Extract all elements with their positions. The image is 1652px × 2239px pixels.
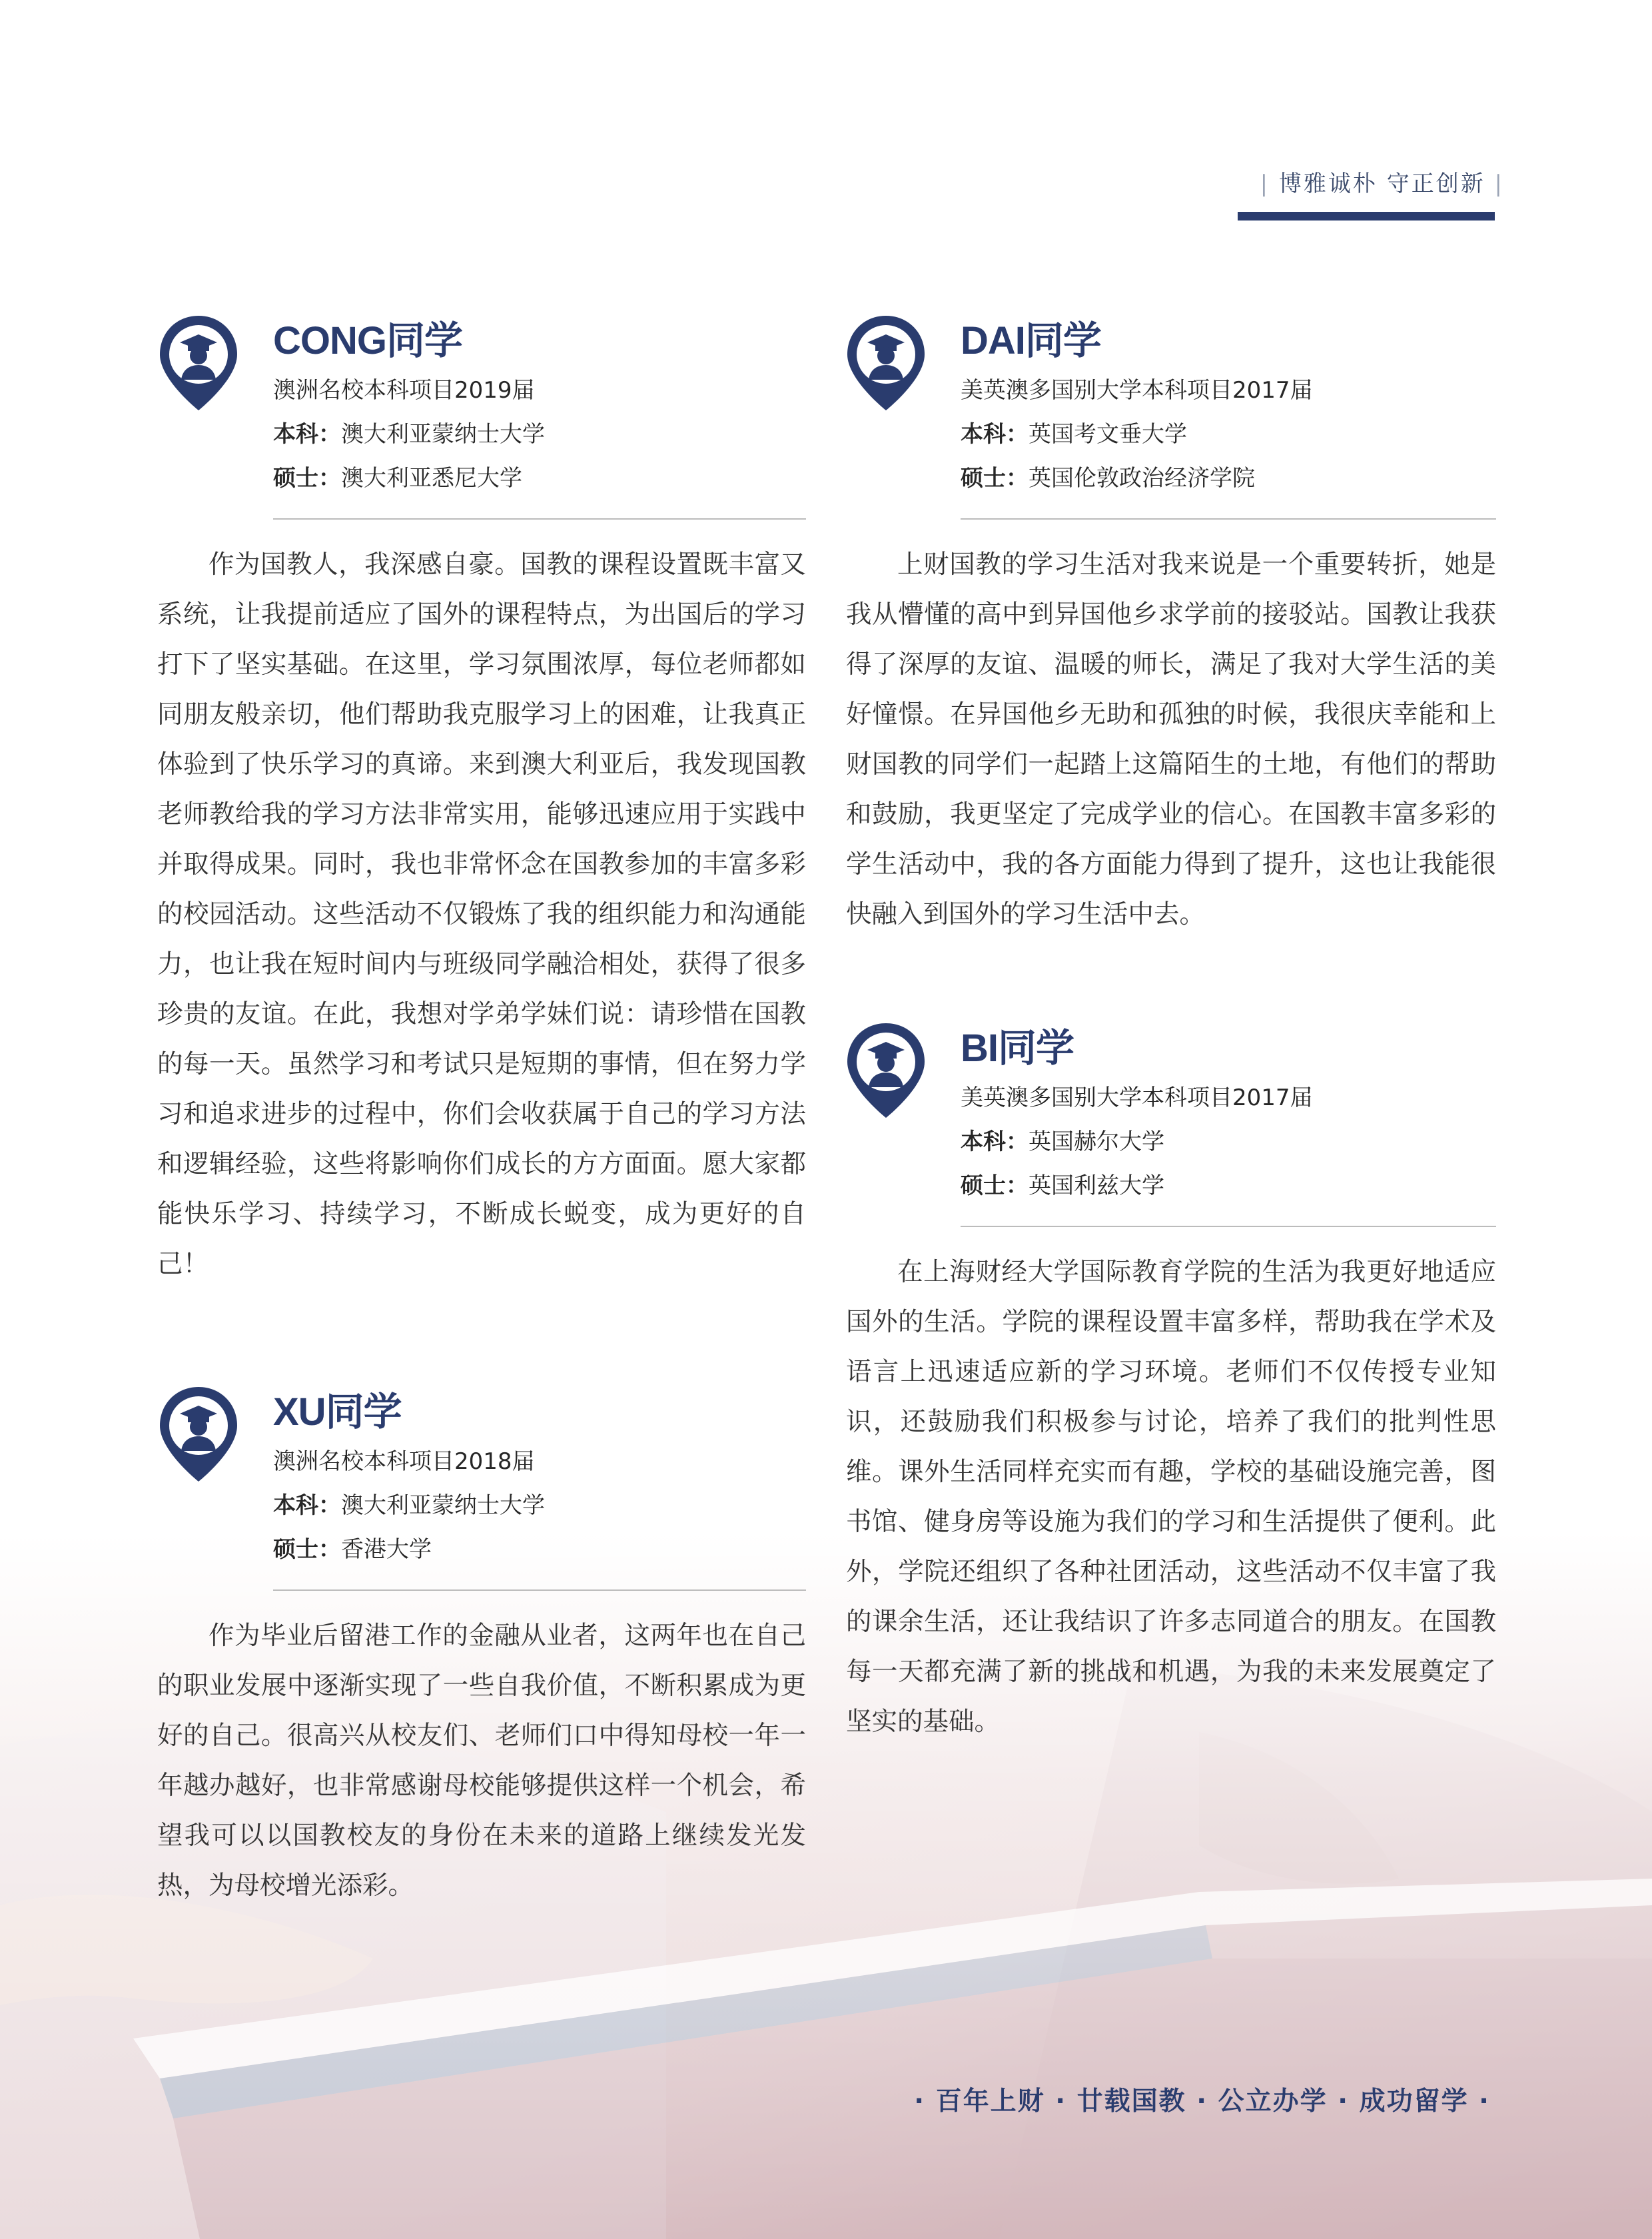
profile-name: BI同学 [961,1027,1074,1070]
testimonial-text: 在上海财经大学国际教育学院的生活为我更好地适应国外的生活。学院的课程设置丰富多样，帮助我在学术及语言上迅速适应新的学习环境。老师们不仅传授专业知识，还鼓励我们积极参与讨论，培养了我们的批判性思维。课外生活同样充实而有趣，学校的基础设施完善，图书馆、健身房等设施为我们的学习和生活提供了便利。此外，学院还组织了各种社团活动，这些活动不仅丰富了我的课余生活，还让我结识了许多志同道合的朋友。在国教每一天都充满了新的挑战和机遇，为我的未来发展奠定了坚实的基础。 [846,1257,1496,1737]
graduate-pin-icon [156,1384,241,1484]
master-school: 澳大利亚悉尼大学 [341,465,522,492]
footer-slogan: · 百年上财 · 廿载国教 · 公立办学 · 成功留学 · [914,2086,1490,2116]
undergrad-label: 本科： [273,1492,341,1519]
profile-master [273,1531,432,1564]
profile-master [961,460,1255,492]
graduate-pin-icon [843,313,929,413]
profile-program: 美英澳多国别大学本科项目2017届 [961,377,1313,404]
undergrad-label: 本科： [961,421,1029,448]
profile-name: XU同学 [273,1390,402,1434]
master-school: 英国利兹大学 [1029,1172,1164,1199]
profile-master [961,1167,1164,1200]
profile-name: DAI同学 [961,319,1101,362]
profile-program: 澳洲名校本科项目2018届 [273,1448,535,1475]
profile-master [273,460,522,492]
testimonial-text: 作为毕业后留港工作的金融从业者，这两年也在自己的职业发展中逐渐实现了一些自我价值，不断积累成为更好的自己。很高兴从校友们、老师们口中得知母校一年一年越办越好，也非常感谢母校能够提供这样一个机会，希望我可以以国教校友的身份在未来的道路上继续发光发热，为母校增光添彩。 [157,1621,806,1901]
undergrad-school: 澳大利亚蒙纳士大学 [341,421,545,448]
divider [961,1226,1496,1227]
testimonial-text: 上财国教的学习生活对我来说是一个重要转折，她是我从懵懂的高中到异国他乡求学前的接驳站。国教让我获得了深厚的友谊、温暖的师长，满足了我对大学生活的美好憧憬。在异国他乡无助和孤独的时候，我很庆幸能和上财国教的同学们一起踏上这篇陌生的土地，有他们的帮助和鼓励，我更坚定了完成学业的信心。在国教丰富多彩的学生活动中，我的各方面能力得到了提升，这也让我能很快融入到国外的学习生活中去。 [846,550,1496,929]
profile-program: 澳洲名校本科项目2019届 [273,377,535,404]
profile-undergrad [273,1487,545,1520]
undergrad-school: 澳大利亚蒙纳士大学 [341,1492,545,1519]
master-label: 硕士： [961,465,1029,492]
profile-undergrad [273,416,545,448]
header-accent-bar [1238,212,1495,221]
profile-name: CONG同学 [273,319,463,362]
undergrad-label: 本科： [273,421,341,448]
profile-undergrad [961,1123,1164,1156]
profile-undergrad [961,416,1187,448]
graduate-pin-icon [156,313,241,413]
divider [273,1589,806,1591]
master-label: 硕士： [273,465,341,492]
motto-text: 博雅诚朴 守正创新 [1278,171,1485,197]
header-motto: | 博雅诚朴 守正创新 | [1260,171,1504,197]
undergrad-label: 本科： [961,1128,1029,1155]
master-school: 香港大学 [341,1536,432,1563]
graduate-pin-icon [843,1021,929,1120]
divider [273,518,806,520]
master-label: 硕士： [961,1172,1029,1199]
undergrad-school: 英国赫尔大学 [1029,1128,1164,1155]
divider [961,518,1496,520]
profile-program: 美英澳多国别大学本科项目2017届 [961,1085,1313,1111]
master-label: 硕士： [273,1536,341,1563]
undergrad-school: 英国考文垂大学 [1029,421,1187,448]
testimonial-text: 作为国教人，我深感自豪。国教的课程设置既丰富又系统，让我提前适应了国外的课程特点，为出国后的学习打下了坚实基础。在这里，学习氛围浓厚，每位老师都如同朋友般亲切，他们帮助我克服学习上的困难，让我真正体验到了快乐学习的真谛。来到澳大利亚后，我发现国教老师教给我的学习方法非常实用，能够迅速应用于实践中并取得成果。同时，我也非常怀念在国教参加的丰富多彩的校园活动。这些活动不仅锻炼了我的组织能力和沟通能力，也让我在短时间内与班级同学融洽相处，获得了很多珍贵的友谊。在此，我想对学弟学妹们说：请珍惜在国教的每一天。虽然学习和考试只是短期的事情，但在努力学习和追求进步的过程中，你们会收获属于自己的学习方法和逻辑经验，这些将影响你们成长的方方面面。愿大家都能快乐学习、持续学习，不断成长蜕变，成为更好的自己！ [157,550,806,1279]
master-school: 英国伦敦政治经济学院 [1029,465,1255,492]
